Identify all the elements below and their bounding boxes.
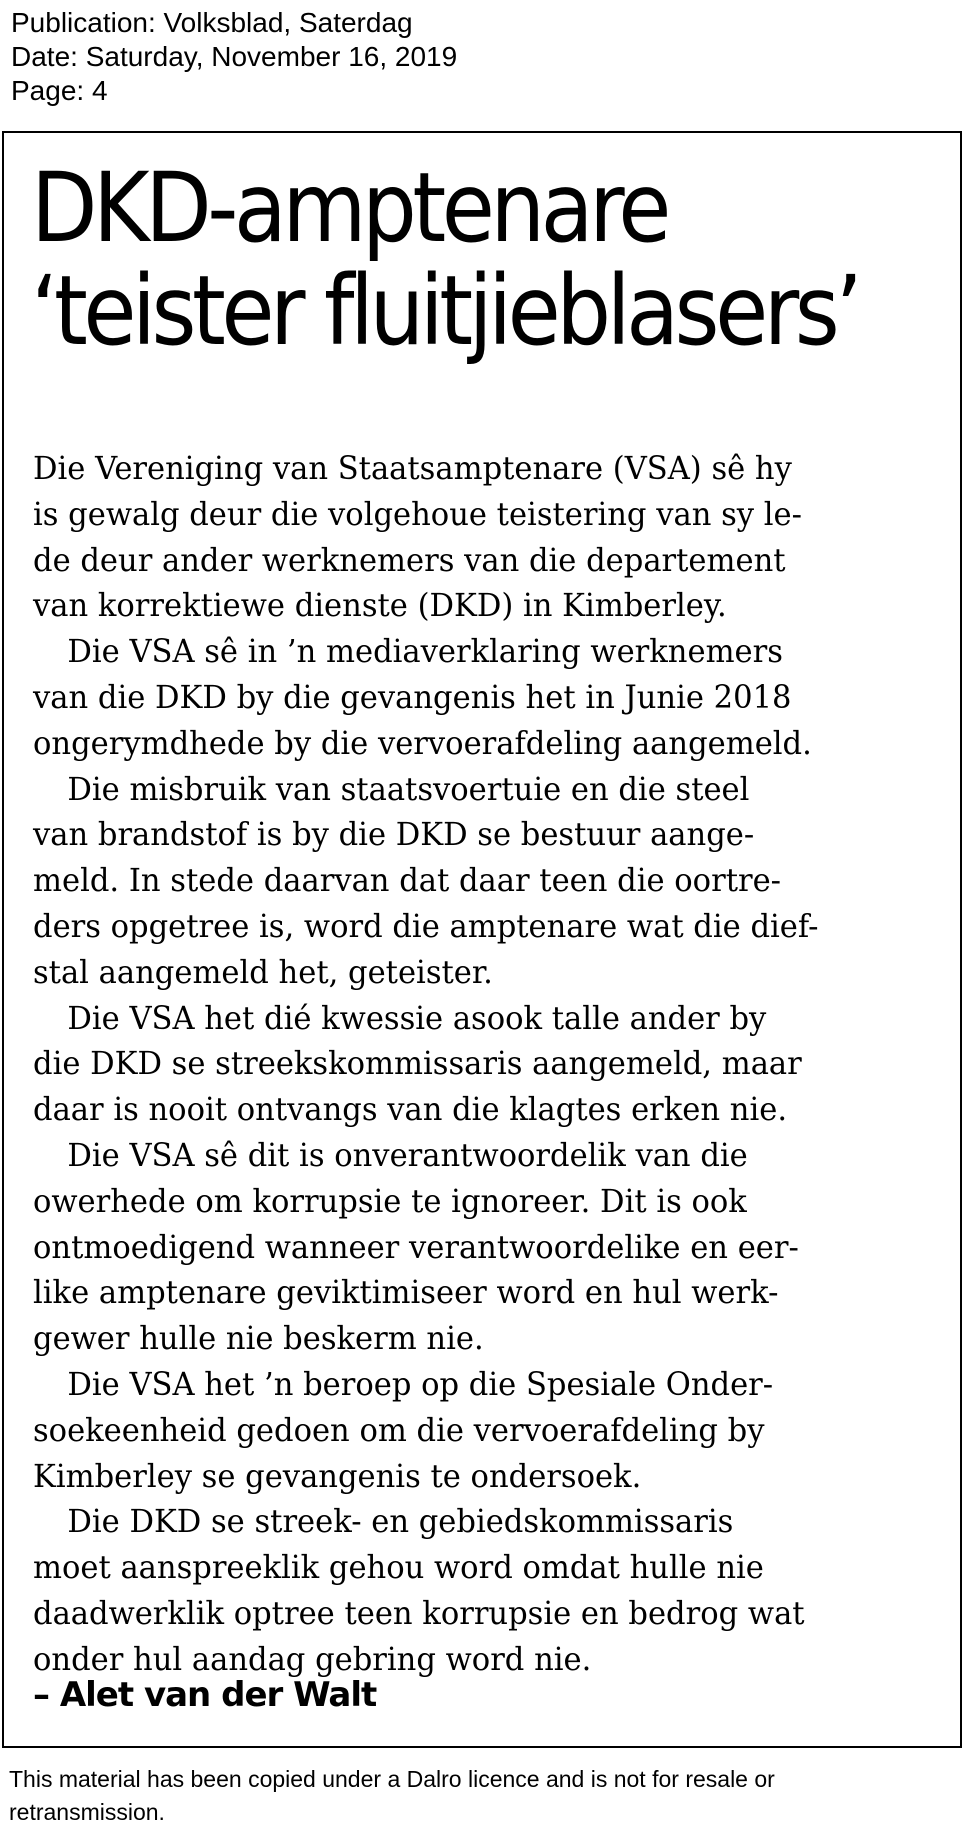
body-line: like amptenare geviktimiseer word en hul werk- — [33, 1273, 779, 1312]
disclaimer-line-1: This material has been copied under a Dalro licence and is not for resale or — [9, 1766, 775, 1792]
body-line: meld. In stede daarvan dat daar teen die oortre- — [33, 861, 781, 900]
headline-line-1: DKD-amptenare — [31, 152, 667, 264]
headline-line-2: ‘teister fluitjieblasers’ — [31, 255, 859, 367]
page-number: Page: 4 — [11, 75, 108, 106]
body-line: de deur ander werknemers van die departement — [33, 540, 786, 579]
body-line: moet aanspreeklik gehou word omdat hulle nie — [33, 1548, 764, 1587]
article-byline: – Alet van der Walt — [33, 1675, 377, 1715]
article-headline — [31, 152, 859, 367]
body-line: onder hul aandag gebring word nie. — [33, 1639, 592, 1678]
licence-disclaimer — [9, 1763, 775, 1829]
body-line: Die VSA het ’n beroep op die Spesiale Onder- — [67, 1364, 774, 1403]
body-line: Die VSA het dié kwessie asook talle ander by — [67, 998, 767, 1037]
body-line: van brandstof is by die DKD se bestuur aange- — [33, 815, 755, 854]
publication-date: Date: Saturday, November 16, 2019 — [11, 41, 458, 72]
body-line: owerhede om korrupsie te ignoreer. Dit is ook — [33, 1181, 747, 1220]
body-line: is gewalg deur die volgehoue teistering van sy le- — [33, 494, 802, 533]
body-line: van korrektiewe dienste (DKD) in Kimberley. — [33, 586, 727, 625]
body-line: ontmoedigend wanneer verantwoordelike en eer- — [33, 1227, 799, 1266]
body-line: ders opgetree is, word die amptenare wat die dief- — [33, 906, 819, 945]
body-line: Die Vereniging van Staatsamptenare (VSA) sê hy — [33, 449, 792, 487]
disclaimer-line-2: retransmission. — [9, 1799, 165, 1825]
body-line: daar is nooit ontvangs van die klagtes erken nie. — [33, 1090, 788, 1129]
body-line: Die VSA sê in ’n mediaverklaring werknemers — [67, 632, 783, 671]
article-body — [33, 446, 933, 1683]
body-line: daadwerklik optree teen korrupsie en bedrog wat — [33, 1593, 805, 1632]
body-line: die DKD se streekskommissaris aangemeld, maar — [33, 1044, 802, 1083]
body-line: ongerymdhede by die vervoerafdeling aangemeld. — [33, 723, 812, 762]
body-line: Kimberley se gevangenis te ondersoek. — [33, 1456, 642, 1495]
body-line: Die misbruik van staatsvoertuie en die steel — [67, 769, 750, 808]
body-line: soekeenheid gedoen om die vervoerafdeling by — [33, 1410, 765, 1449]
body-line: van die DKD by die gevangenis het in Junie 2018 — [33, 677, 792, 716]
body-line: gewer hulle nie beskerm nie. — [33, 1319, 484, 1358]
body-line: stal aangemeld het, geteister. — [33, 952, 493, 991]
body-line: Die VSA sê dit is onverantwoordelik van die — [67, 1135, 748, 1174]
publication-meta — [11, 6, 457, 108]
publication-name: Publication: Volksblad, Saterdag — [11, 7, 413, 38]
body-line: Die DKD se streek- en gebiedskommissaris — [67, 1502, 734, 1541]
